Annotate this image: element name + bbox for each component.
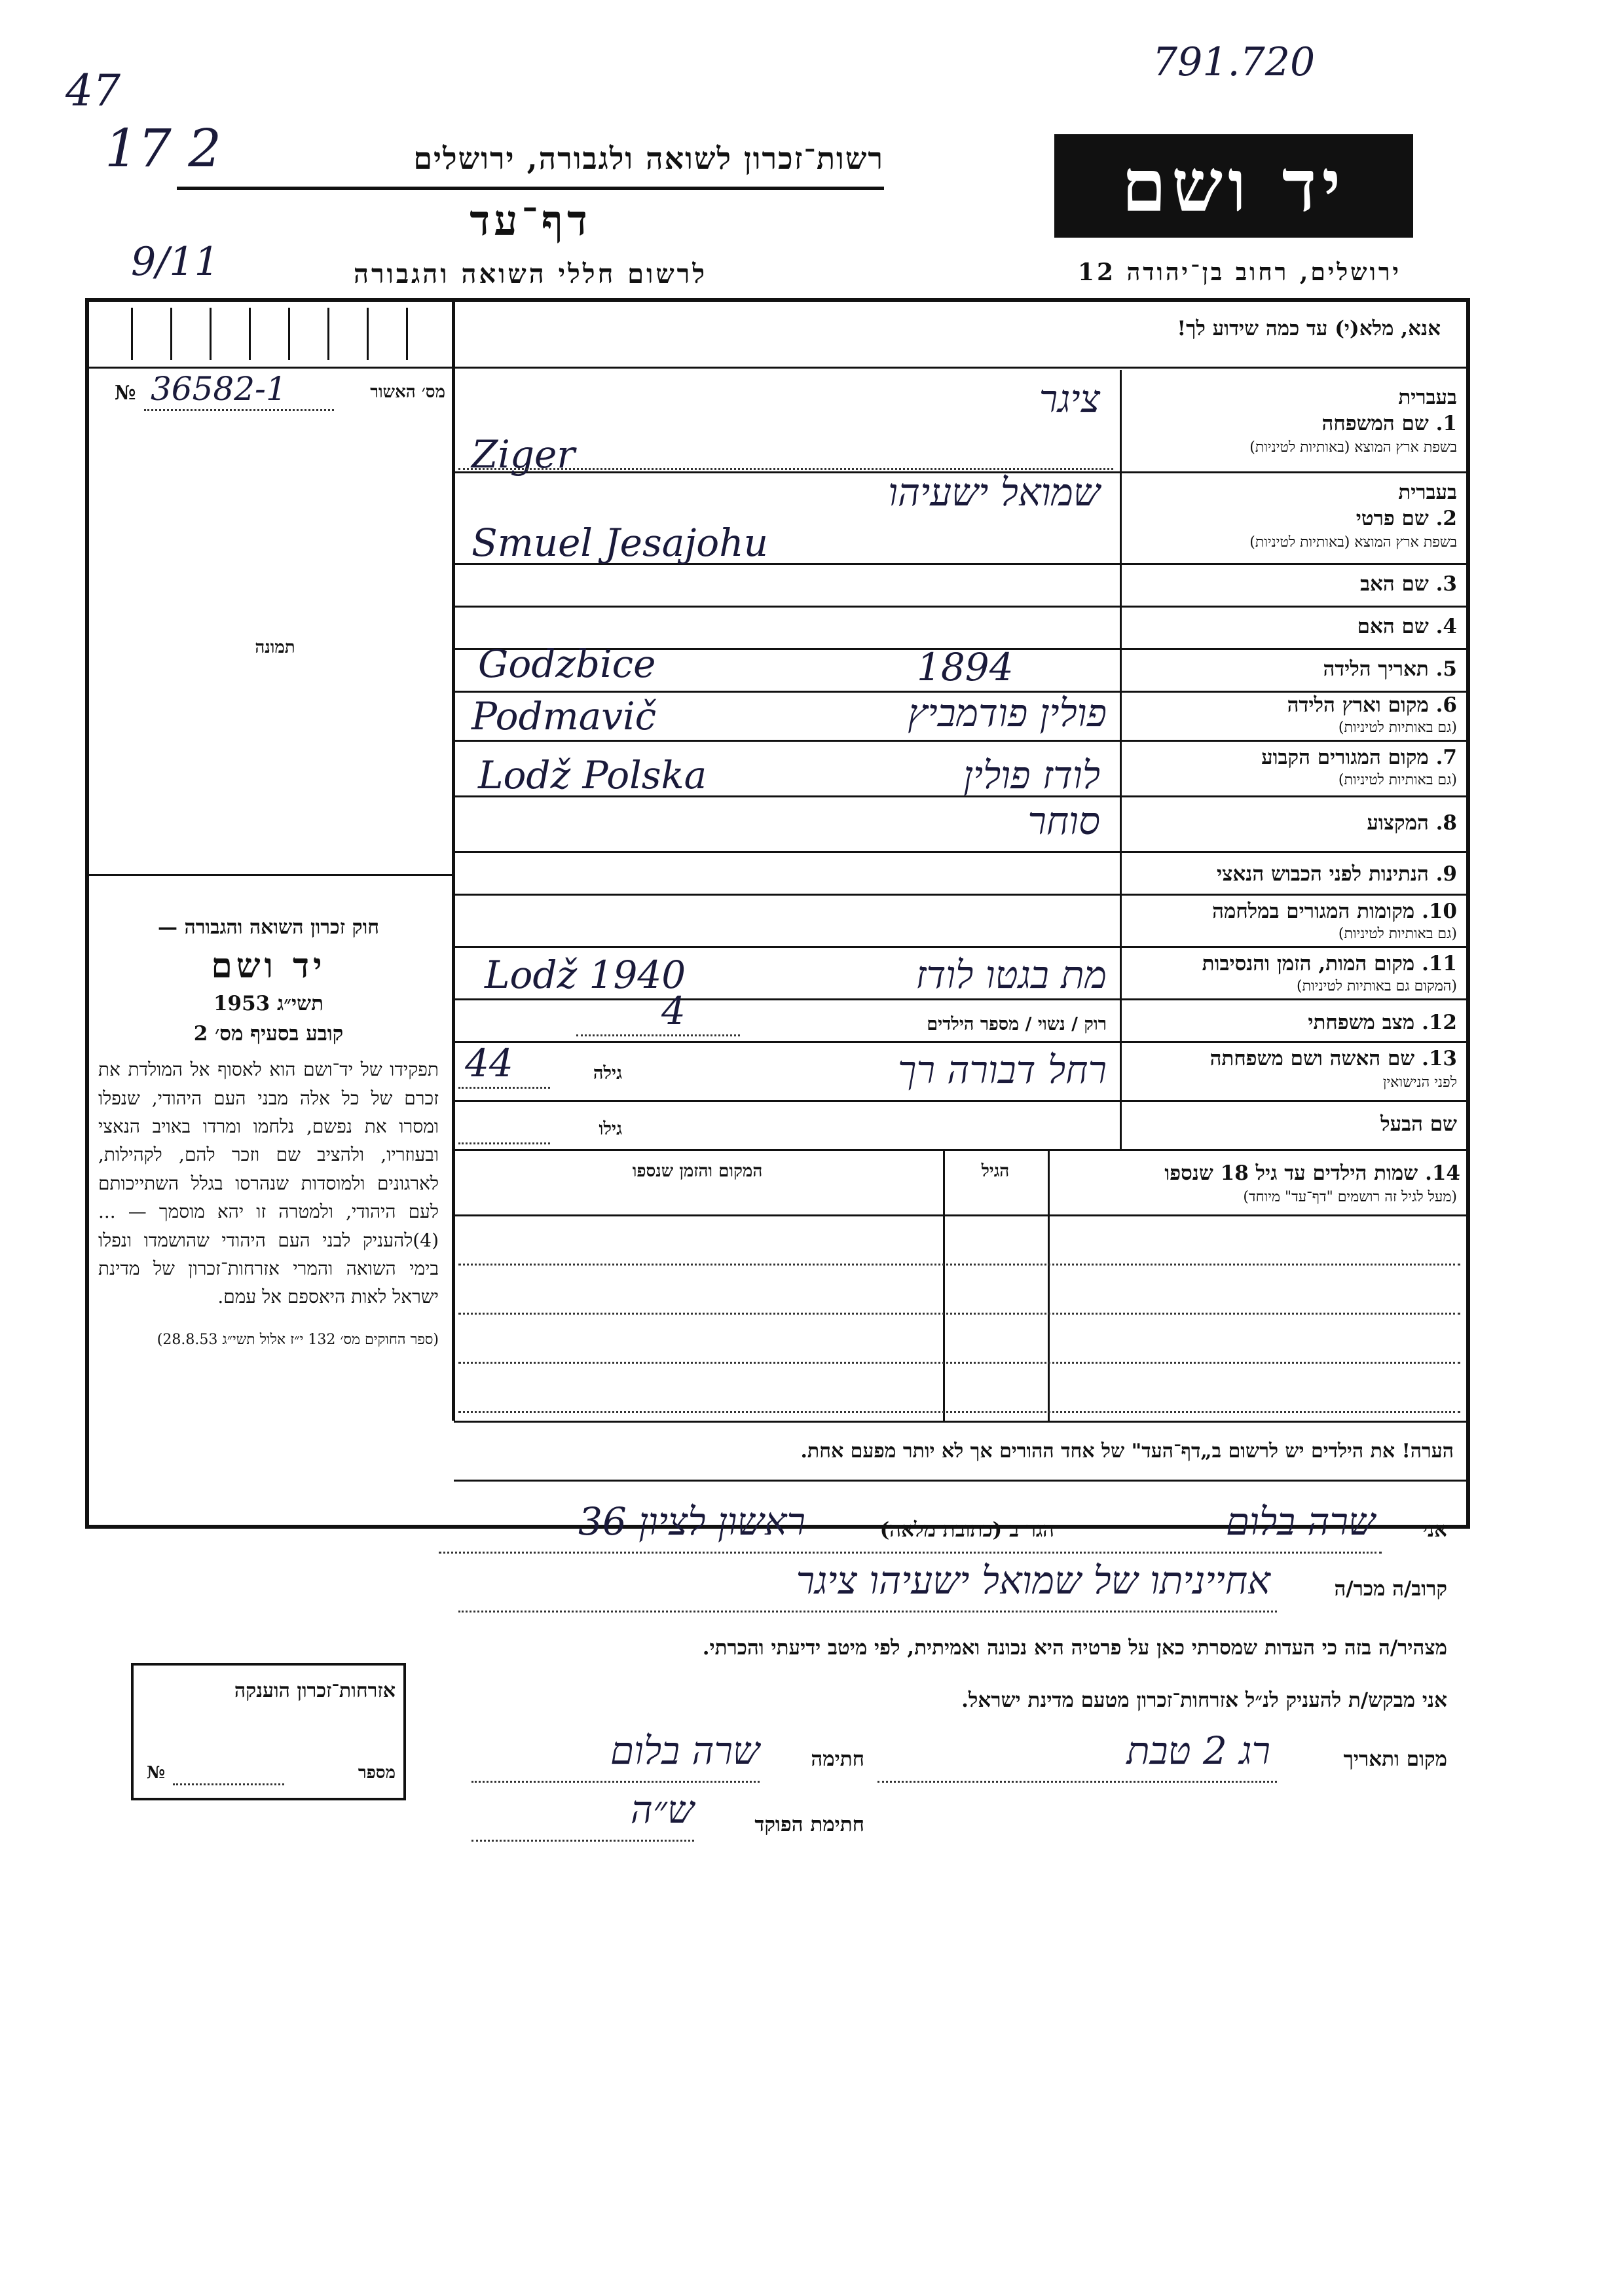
field-8-label: 8. המקצוע: [1367, 811, 1457, 835]
law-clause: קובע בסעיף מס׳ 2: [193, 1022, 344, 1046]
organization-name: רשות־זכרון לשואה ולגבורה, ירושלים: [413, 141, 884, 176]
field-2-label: 2. שם פרטי: [1356, 507, 1457, 530]
yad-vashem-logo: יד ושם: [1054, 134, 1413, 238]
law-heading: חוק זכרון השואה והגבורה —: [158, 916, 379, 939]
law-logo: יד ושם: [211, 946, 326, 986]
field-7-label: 7. מקום המגורים הקבוע: [1261, 746, 1457, 769]
law-box: [98, 917, 439, 1348]
field-1-sub-label: בשפת ארץ המוצא (באותיות לטיניות): [1249, 439, 1457, 456]
field-13-label: 13. שם האשה ושם משפחתה: [1209, 1047, 1457, 1070]
first-name-latin: Smuel Jesajohu: [471, 520, 768, 565]
office-boxes: [92, 308, 445, 360]
profession: סוחר: [1027, 799, 1100, 843]
memorial-box-title: אזרחות־זכרון הוענקה: [234, 1679, 396, 1702]
wife-age: 44: [465, 1041, 513, 1085]
field-12-label: 12. מצב משפחתי: [1308, 1011, 1457, 1034]
relative-label: קרוב/ה מכר/ה: [1334, 1577, 1447, 1601]
approval-number: 36582-1: [151, 370, 287, 408]
declarant-address: ראשון לציון 36: [578, 1499, 805, 1544]
form-title: דף־עד: [470, 196, 591, 246]
date-mark: 9/11: [131, 239, 219, 285]
birth-place-note: Godzbice: [478, 642, 656, 686]
birth-place-hebrew: פולין פודמביץ: [908, 691, 1107, 735]
field-6-label: 6. מקום וארץ הלידה: [1287, 693, 1457, 717]
husband-age-label: גילו: [599, 1119, 622, 1139]
margin-numbers: 17 2: [105, 118, 222, 179]
residence-latin: Lodž Polska: [478, 753, 707, 797]
declarant-i-label: אני: [1422, 1518, 1447, 1542]
number-sign: №: [115, 382, 136, 405]
field-13-sub-label: לפני הנישואין: [1382, 1074, 1457, 1091]
marital-options: רוק / נשוי / מספר הילדים: [927, 1014, 1107, 1034]
officer-signature: ש״ה: [630, 1787, 694, 1832]
intro-text: אנא, מלא(י) עד כמה שידוע לך!: [1177, 317, 1441, 340]
declarant-name: שרה בלום: [1225, 1499, 1375, 1544]
field-10-sub-label: (גם באותיות לטיניות): [1338, 926, 1457, 942]
field-3-label: 3. שם האב: [1360, 572, 1457, 596]
field-7-sub-label: (גם באותיות לטיניות): [1338, 772, 1457, 788]
resides-label: הגר ב (כתובת מלאה): [879, 1518, 1054, 1542]
children-header: 14. שמות הילדים עד גיל 18 שנספו: [1164, 1161, 1460, 1185]
top-left-annotation: 47: [65, 65, 120, 116]
wife-age-label: גילה: [593, 1063, 622, 1084]
address: ירושלים, רחוב בן־יהודה 12: [1077, 259, 1401, 286]
signature-label: חתימה: [811, 1747, 864, 1771]
wife-name: רחל דבורה רך: [898, 1048, 1107, 1092]
field-11-label: 11. מקום המות, הזמן והנסיבות: [1202, 952, 1457, 975]
field-2-sub-label: בשפת ארץ המוצא (באותיות לטיניות): [1249, 534, 1457, 551]
field-1-label: 1. שם המשפחה: [1321, 412, 1457, 435]
family-name-latin: Ziger: [471, 432, 576, 477]
field-9-label: 9. הנתינות לפני הכבוש הנאצי: [1217, 862, 1457, 886]
death-place-latin: Lodž 1940: [485, 953, 686, 997]
approval-label: מס׳ האשור: [370, 382, 445, 402]
field-1-hebrew-tag: בעברית: [1398, 386, 1457, 409]
declaration-request: אני מבקש/ת להעניק לנ״ל אזרחות־זכרון מטעם מדינת ישראל.: [961, 1688, 1447, 1712]
memorial-number-sign: №: [147, 1763, 166, 1783]
children-age-header: הגיל: [981, 1161, 1010, 1181]
form-subtitle: לרשום חללי השואה והגבורה: [353, 259, 708, 289]
place-date: רג 2 טבת: [1126, 1728, 1270, 1773]
relation-value: אחייניתו של שמואל ישעיהו ציגר: [796, 1558, 1270, 1603]
field-6-sub-label: (גם באותיות לטיניות): [1338, 720, 1457, 736]
declaration-statement: מצהיר/ה בזה כי העדות שמסרתי כאן על פרטיה היא נכונה ואמיתית, לפי מיטב ידיעתי והכרתי.: [702, 1636, 1447, 1660]
field-4-label: 4. שם האם: [1357, 615, 1457, 638]
place-date-label: מקום ותאריך: [1343, 1747, 1447, 1771]
husband-label: שם הבעל: [1380, 1112, 1457, 1136]
field-11-sub-label: (המקום גם באותיות לטיניות): [1297, 978, 1457, 994]
note-text: הערה! את הילדים יש לרשום ב„דף־העד" של אחד ההורים אך לא יותר מפעם אחת.: [800, 1440, 1454, 1463]
memorial-box: [131, 1663, 406, 1800]
residence-hebrew: לודז פולין: [963, 753, 1100, 797]
birth-year: 1894: [917, 645, 1014, 689]
children-count: 4: [661, 989, 686, 1033]
photo-label: תמונה: [255, 638, 295, 657]
death-circumstances-hebrew: מת בגטו לודז: [915, 953, 1107, 997]
law-year: תשי״ג 1953: [213, 992, 324, 1015]
field-2-hebrew-tag: בעברית: [1398, 481, 1457, 504]
family-name-hebrew: ציגר: [1039, 376, 1100, 421]
birth-place-latin: Podmavič: [471, 694, 657, 738]
top-number: 791.720: [1153, 39, 1316, 85]
officer-signature-label: חתימת הפוקד: [754, 1813, 864, 1836]
law-text: תפקידו של יד־ושם הוא לאסוף אל המולדת את זכרם של כל אלה מבני העם היהודי, שנפלו ומסרו את נפשם, נלחמו ומרדו באויב הנאצי ובעוזריו, ולהציב שם וזכר להם, לקהילות, לארגונים ולמוסדות שנהרסו בגלל השתייכותם לעם היהודי, ולמטרה זו יהא מוסמך — ...(4)להעניק לבני העם היהודי שהושמדו ונפלו בימי השואה והמרי אזרחות־זכרון של מדינת ישראל לאות היאספם אל עמם.: [98, 1059, 439, 1308]
first-name-hebrew: שמואל ישעיהו: [888, 470, 1100, 515]
law-source: (ספר החוקים מס׳ 132 י״ז אלול תשי״ג 28.8.53): [157, 1331, 439, 1348]
declarant-signature: שרה בלום: [610, 1728, 760, 1773]
memorial-number-label: מספר: [358, 1763, 396, 1783]
field-5-label: 5. תאריך הלידה: [1323, 657, 1457, 681]
field-10-label: 10. מקומות המגורים במלחמה: [1212, 900, 1457, 923]
children-sub-header: (מעל לגיל זה רושמים "דף־עד" מיוחד): [1243, 1189, 1457, 1205]
children-place-header: המקום והזמן שנספו: [632, 1161, 763, 1181]
